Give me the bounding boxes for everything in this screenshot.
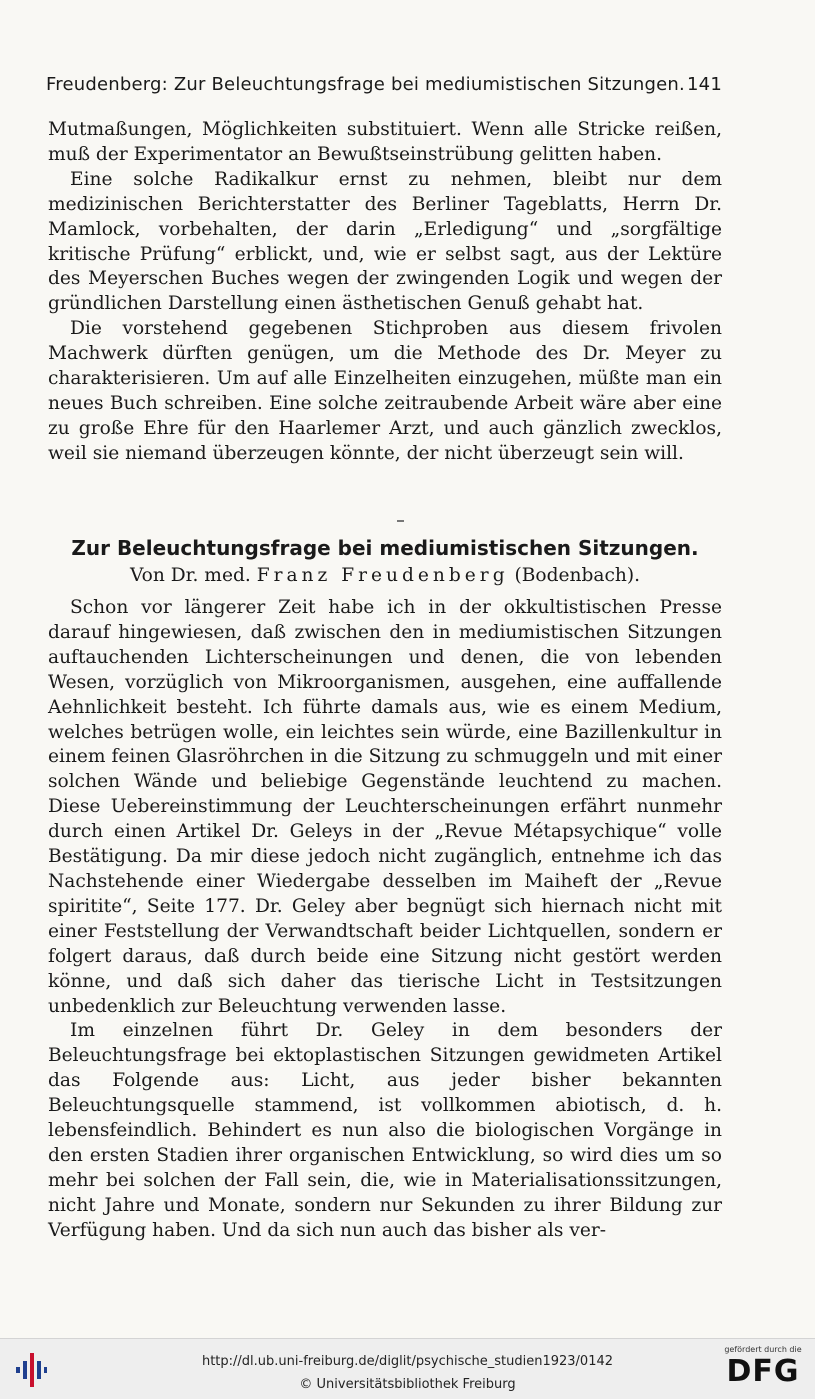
permalink-url[interactable]: http://dl.ub.uni-freiburg.de/diglit/psychische_studien1923/0142: [201, 1354, 614, 1369]
paragraph: Schon vor längerer Zeit habe ich in der okkultistischen Presse darauf hingewiesen, daß zwischen den in mediumistischen Sitzungen auftauchenden Lichterscheinungen und denen, die von lebenden Wesen, vorzüglich von Mikroorganismen, ausgehen, eine auffallende Aehnlichkeit besteht. Ich führte damals aus, wie es einem Medium, welches betrügen wolle, ein leichtes sein würde, eine Bazillenkultur in einem feinen Glasröhrchen in die Sitzung zu schmuggeln und mit einer solchen Wände und beliebige Gegenstände leuchtend zu machen. Diese Uebereinstimmung der Leuchterscheinungen erfährt nunmehr durch einen Artikel Dr. Geleys in der „Revue Métapsychique“ volle Bestätigung. Da mir diese jedoch nicht zugänglich, entnehme ich das Nachstehende einer Wiedergabe desselben im Maiheft der „Revue spiritite“, Seite 177. Dr. Geley aber begnügt sich hiernach nicht mit einer Feststellung der Verwandtschaft beider Lichtquellen, sondern er folgert daraus, daß durch beide eine Sitzung nicht gestört werden könne, und daß sich daher das tierische Licht in Testsitzungen unbedenklich zur Beleuchtung verwenden lasse.: [48, 597, 722, 1017]
copyright-notice: © Universitätsbibliothek Freiburg: [299, 1377, 516, 1392]
running-head: [46, 74, 722, 95]
page-number: 141: [687, 74, 722, 95]
author-name: Franz Freudenberg: [256, 565, 509, 586]
author-location: (Bodenbach).: [514, 565, 641, 586]
paragraph: Im einzelnen führt Dr. Geley in dem besonders der Beleuchtungsfrage bei ektoplastischen Sitzungen gewidmeten Artikel das Folgende aus: Licht, aus jeder bisher bekannten Beleuchtungsquelle stammend, ist vollkommen abiotisch, d. h. lebensfeindlich. Behindert es nun also die biologischen Vorgänge in den ersten Stadien ihrer organischen Entwicklung, so wird dies um so mehr bei solchen der Fall sein, die, wie in Materialisationssitzungen, nicht Jahre und Monate, sondern nur Sekunden zu ihrer Bildung zur Verfügung haben. Und da sich nun auch das bisher als ver-: [48, 1020, 722, 1241]
previous-article-text: [48, 118, 722, 467]
article-heading: Zur Beleuchtungsfrage bei mediumistischen Sitzungen.: [71, 536, 699, 560]
article-byline: [48, 565, 722, 586]
dfg-caption: gefördert durch die: [724, 1345, 802, 1354]
paragraph: Mutmaßungen, Möglichkeiten substituiert. Wenn alle Stricke reißen, muß der Experimentator an Bewußtseinstrübung gelitten haben.: [48, 119, 722, 165]
running-head-title: Freudenberg: Zur Beleuchtungsfrage bei mediumistischen Sitzungen.: [46, 74, 685, 95]
paragraph: Eine solche Radikalkur ernst zu nehmen, bleibt nur dem medizinischen Berichterstatter des Berliner Tageblatts, Herrn Dr. Mamlock, vorbehalten, der darin „Erledigung“ und „sorgfältige kritische Prüfung“ erblickt, und, wie er selbst sagt, aus der Lektüre des Meyerschen Buches wegen der zwingenden Logik und wegen der gründlichen Darstellung einen ästhetischen Genuß gehabt hat.: [48, 168, 722, 315]
section-divider: [397, 520, 404, 522]
byline-prefix: Von Dr. med.: [129, 565, 251, 586]
dfg-logo-text: DFG: [726, 1354, 800, 1389]
article-body: [48, 596, 722, 1244]
paragraph: Die vorstehend gegebenen Stichproben aus diesem frivolen Machwerk dürften genügen, um die Methode des Dr. Meyer zu charakterisieren. Um auf alle Einzelheiten einzugehen, müßte man ein neues Buch schreiben. Eine solche zeitraubende Arbeit wäre aber eine zu große Ehre für den Haarlemer Arzt, und auch gänzlich zwecklos, weil sie niemand überzeugen könnte, der nicht überzeugt sein will.: [48, 318, 722, 464]
viewer-footer: [0, 1338, 815, 1399]
dfg-logo: [719, 1345, 807, 1393]
